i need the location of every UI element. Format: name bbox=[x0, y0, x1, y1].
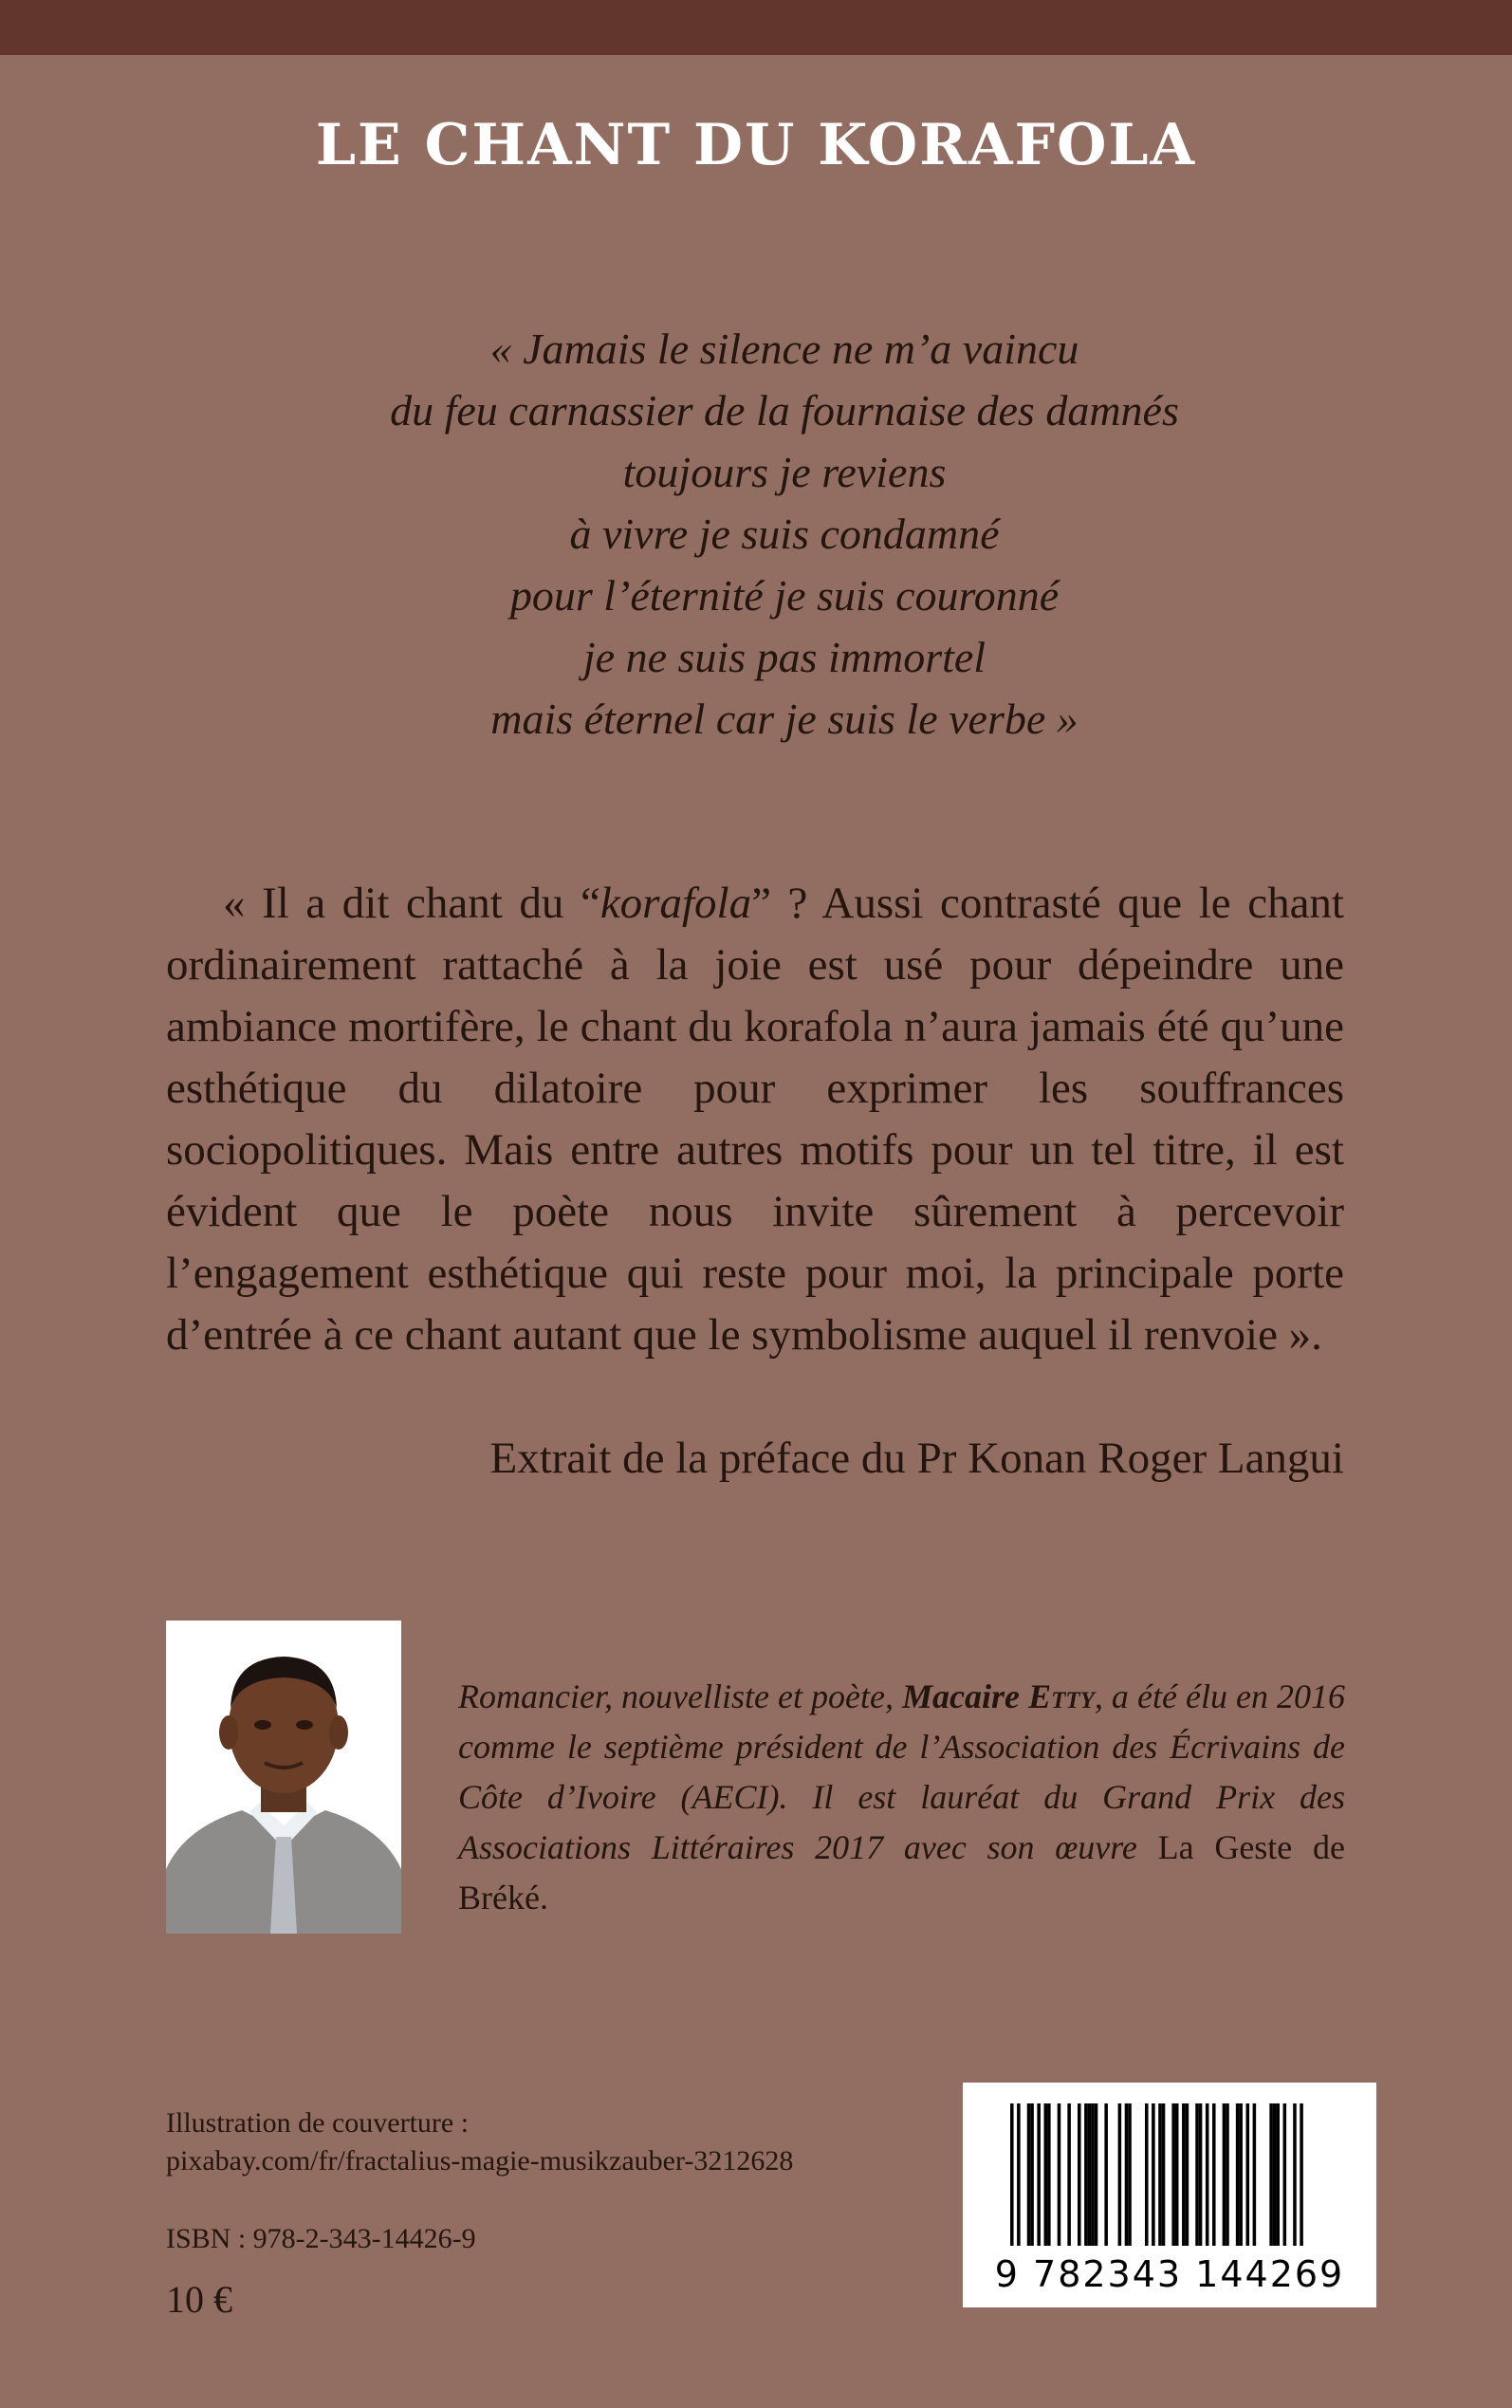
author-photo bbox=[166, 1621, 401, 1934]
price: 10 € bbox=[166, 2278, 232, 2321]
barcode bbox=[963, 2083, 1376, 2307]
author-name bbox=[902, 1677, 1095, 1715]
preface-attribution: Extrait de la préface du Pr Konan Roger Langui bbox=[489, 1434, 1344, 1483]
author-portrait-icon bbox=[166, 1621, 401, 1934]
poem-line: je ne suis pas immortel bbox=[582, 633, 986, 681]
credit-url: pixabay.com/fr/fractalius-magie-musikzauber-3212628 bbox=[166, 2145, 794, 2176]
illustration-credit bbox=[166, 2104, 906, 2180]
preface-emphasis: korafola bbox=[599, 879, 752, 928]
top-band bbox=[0, 0, 1512, 55]
poem-line: « Jamais le silence ne m’a vaincu bbox=[489, 324, 1079, 373]
poem-line: du feu carnassier de la fournaise des damnés bbox=[390, 386, 1179, 435]
preface-text-rest: ” ? Aussi contrasté que le chant ordinairement rattaché à la joie est usé pour dépeindre une ambiance mortifère, le chant du korafola n’aura jamais été qu’une esthétique du dilatoire pour exprimer les souffrances sociopolitiques. Mais entre autres motifs pour un tel titre, il est évident que le poète nous invite sûrement à percevoir l’engagement esthétique qui reste pour moi, la principale porte d’entrée à ce chant autant que le symbolisme auquel il renvoie ». bbox=[166, 879, 1344, 1360]
author-first-name: Macaire bbox=[902, 1677, 1029, 1715]
poem-excerpt bbox=[218, 318, 1351, 750]
preface-excerpt bbox=[166, 873, 1344, 1366]
poem-line: mais éternel car je suis le verbe » bbox=[490, 695, 1079, 743]
poem-line: toujours je reviens bbox=[622, 448, 947, 496]
poem-line: à vivre je suis condamné bbox=[569, 509, 1000, 558]
bio-intro: Romancier, nouvelliste et poète, bbox=[458, 1677, 903, 1715]
bio-work-title: La Geste de Bréké. bbox=[458, 1828, 1345, 1917]
book-title: LE CHANT DU KORAFOLA bbox=[315, 112, 1197, 178]
isbn: ISBN : 978-2-343-14426-9 bbox=[166, 2223, 476, 2254]
poem-line: pour l’éternité je suis couronné bbox=[509, 571, 1060, 620]
author-last-name: Etty bbox=[1028, 1677, 1095, 1715]
preface-text-start: « Il a dit chant du “ bbox=[223, 879, 600, 928]
credit-label: Illustration de couverture : bbox=[166, 2107, 470, 2139]
author-bio bbox=[458, 1672, 1345, 1923]
barcode-digits: 9 782343 144269 bbox=[994, 2253, 1345, 2295]
bio-body: , a été élu en 2016 comme le septième président de l’Association des Écrivains de Côte d’Ivoire (AECI). Il est lauréat du Grand Prix des Associations Littéraires 2017 avec son œuvre bbox=[458, 1677, 1346, 1866]
